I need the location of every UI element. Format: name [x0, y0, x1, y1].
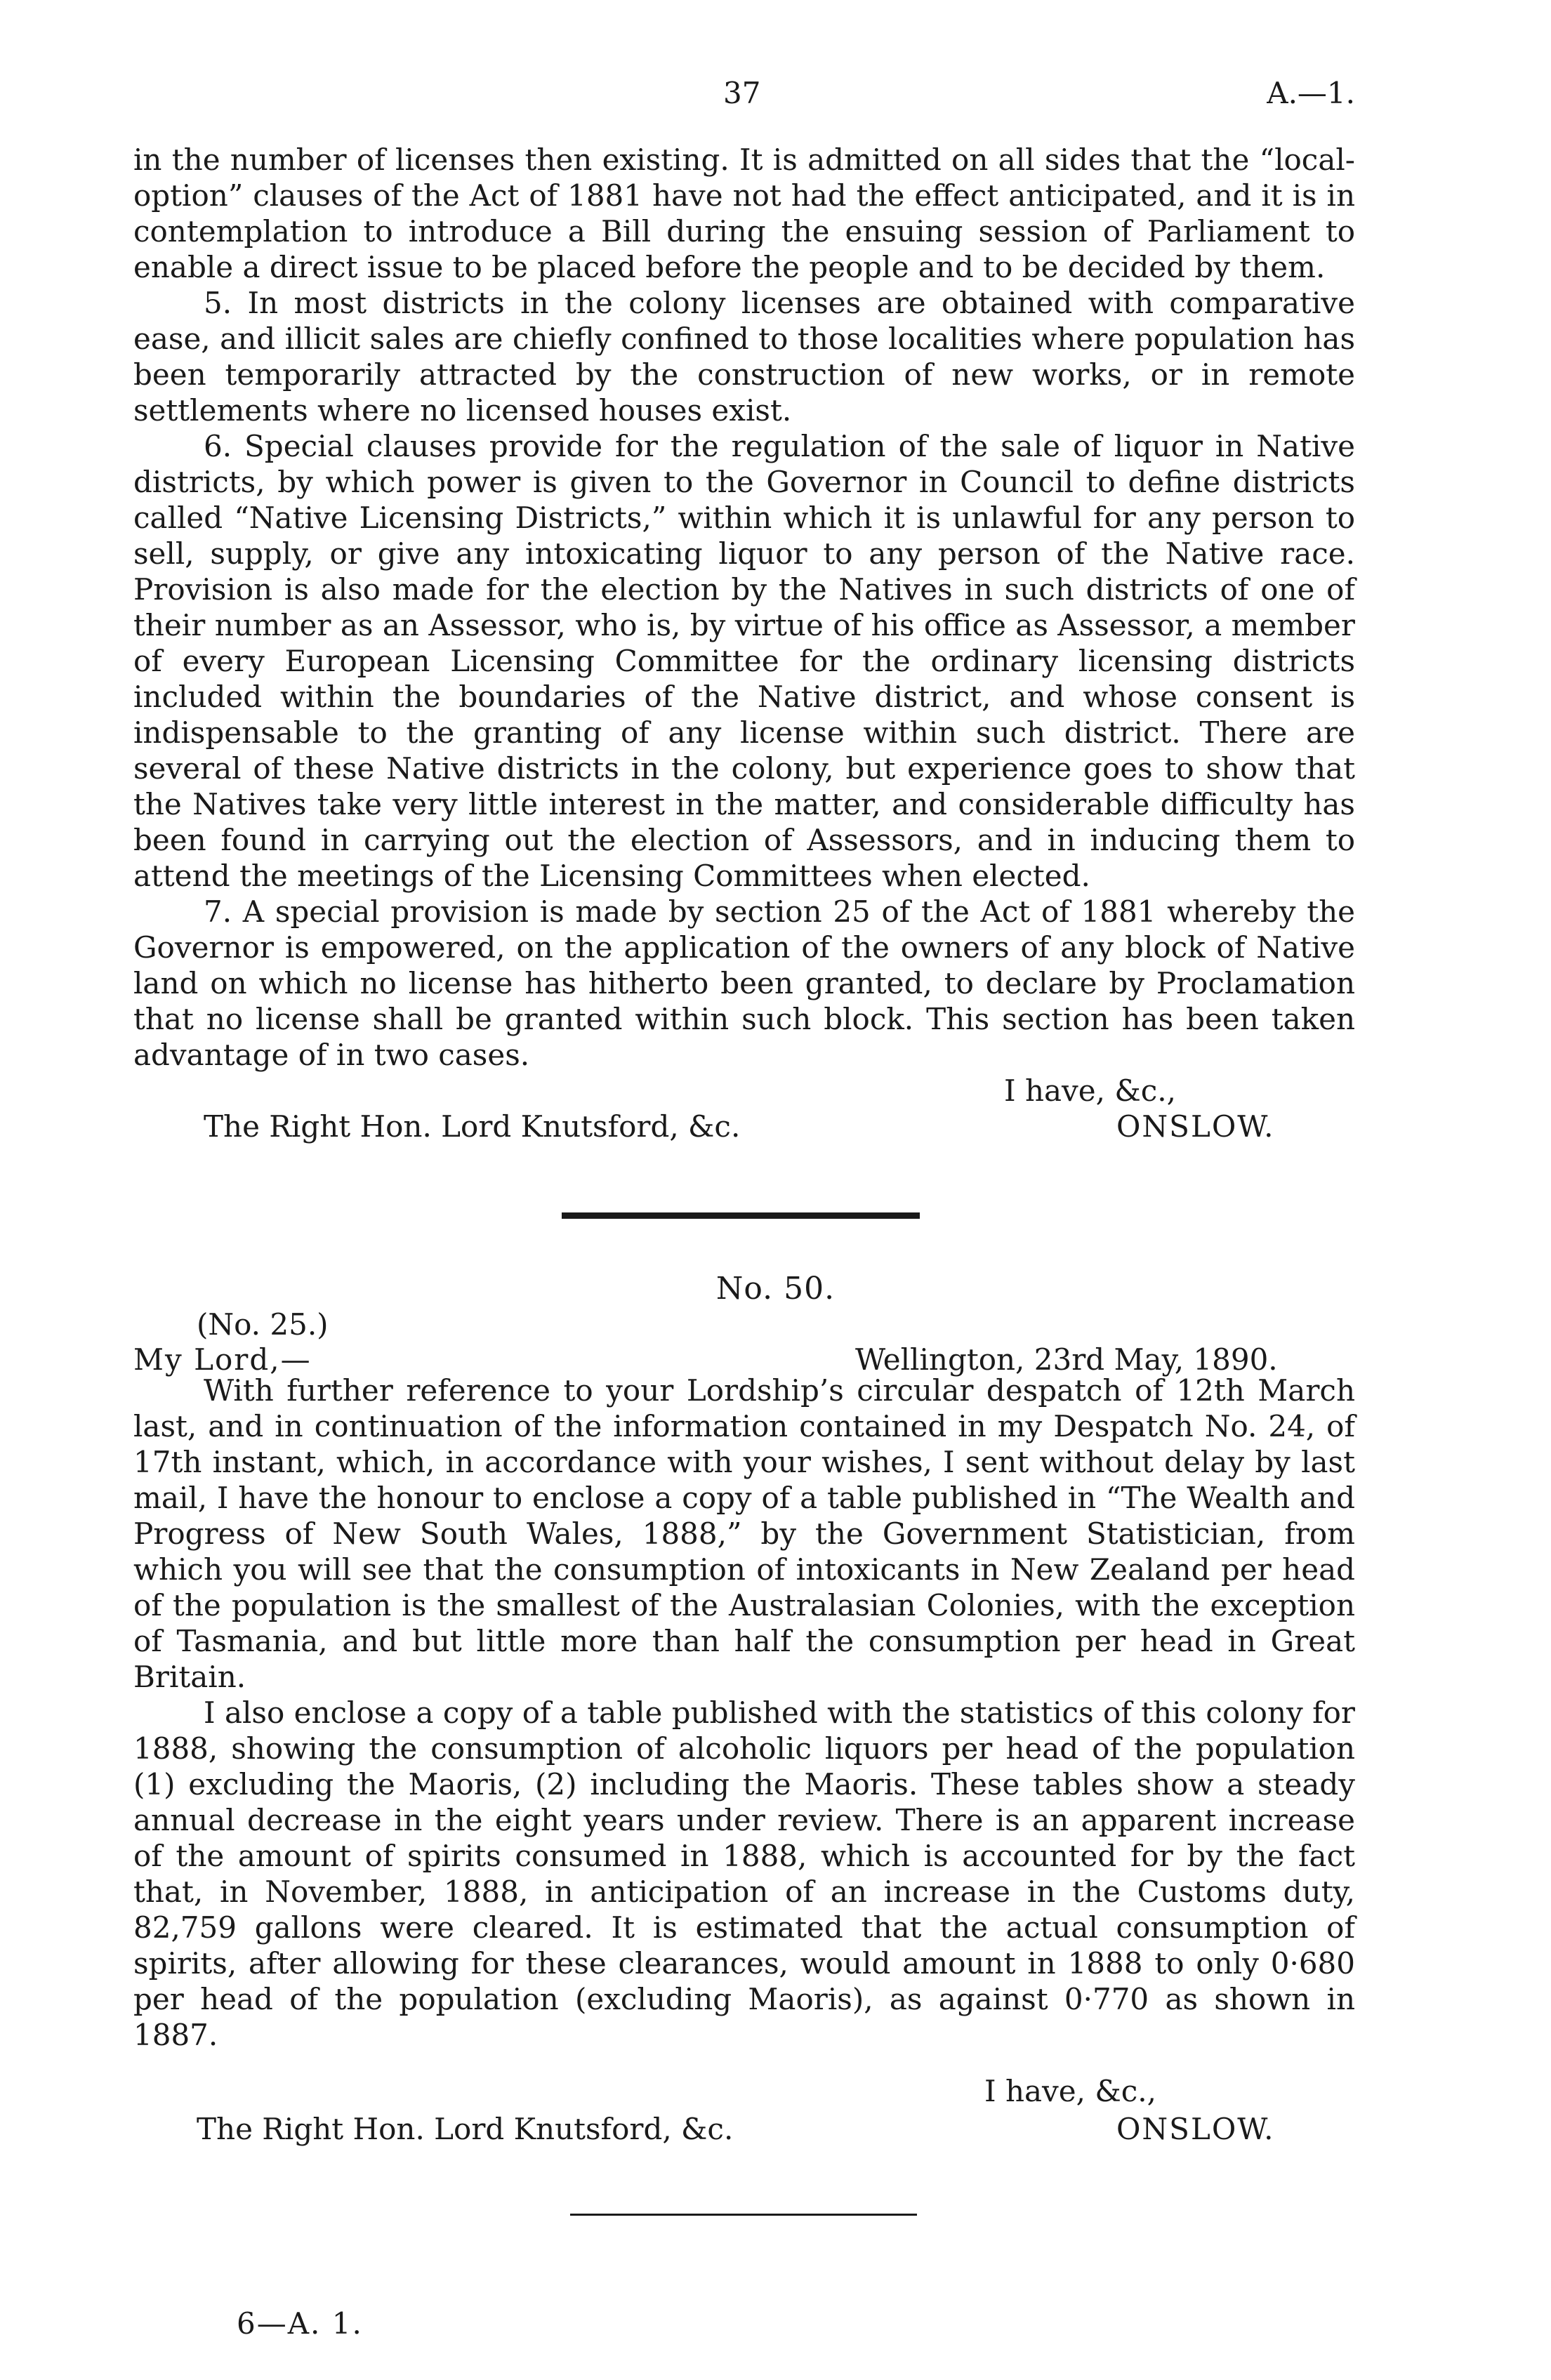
page-number: 37: [723, 76, 761, 110]
paper-reference: A.—1.: [1267, 76, 1355, 110]
paragraph-7: 7. A special provision is made by section 25 of the Act of 1881 whereby the Governor is empowered, on the application of the owners of any block of Native land on which no license has hitherto been granted, to declare by Proclamation that no license shall be granted within such block. This section has been taken advantage of in two cases.: [133, 894, 1355, 1072]
paragraph-1: With further reference to your Lordship’s circular despatch of 12th March last, and in continuation of the information contained in my Despatch No. 24, of 17th instant, which, in accordance with your wishes, I sent without delay by last mail, I have the honour to enclose a copy of a table published in “The Wealth and Progress of New South Wales, 1888,” by the Government Statistician, from which you will see that the consumption of intoxicants in New Zealand per head of the population is the smallest of the Australasian Colonies, with the exception of Tasmania, and but little more than half the consumption per head in Great Britain.: [133, 1373, 1355, 1694]
signature: ONSLOW.: [1116, 1109, 1275, 1144]
despatch-title: No. 50.: [715, 1271, 836, 1307]
despatch-number: (No. 25.): [197, 1307, 329, 1342]
paragraph-continued: in the number of licenses then existing. It is admitted on all sides that the “local-option” clauses of the Act of 1881 have not had the effect anticipated, and it is in contemplation to introduce a Bill during the ensuing session of Parliament to enable a direct issue to be placed before the people and to be decided by them.: [133, 143, 1355, 284]
section-divider: [562, 1212, 920, 1219]
paragraph-6: 6. Special clauses provide for the regulation of the sale of liquor in Native districts, by which power is given to the Governor in Council to define districts called “Native Licensing Districts,” within which it is unlawful for any person to sell, supply, or give any intoxicating liquor to any person of the Native race. Provision is also made for the election by the Natives in such districts of one of their number as an Assessor, who is, by virtue of his office as Assessor, a member of every European Licensing Committee for the ordinary licensing districts included within the boundaries of the Native district, and whose consent is indispensable to the granting of any license within such district. There are several of these Native districts in the colony, but experience goes to show that the Natives take very little interest in the matter, and considerable difficulty has been found in carrying out the election of Assessors, and in inducing them to attend the meetings of the Licensing Committees when elected.: [133, 429, 1355, 893]
closing-formula: I have, &c.,: [1004, 1073, 1176, 1108]
place-date: Wellington, 23rd May, 1890.: [855, 1342, 1278, 1377]
salutation: My Lord,—: [133, 1342, 312, 1377]
signature-50: ONSLOW.: [1116, 2112, 1275, 2146]
end-divider: [570, 2214, 917, 2216]
closing-row: [133, 1073, 1355, 1109]
paragraph-5: 5. In most districts in the colony licenses are obtained with comparative ease, and illicit sales are chiefly confined to those localities where population has been temporarily attracted by the construction of new works, or in remote settlements where no licensed houses exist.: [133, 286, 1355, 428]
despatch-50-body: [133, 1373, 1355, 2053]
page-header: [133, 76, 1355, 125]
closing-formula-50: I have, &c.,: [984, 2074, 1156, 2108]
paragraph-2: I also enclose a copy of a table published with the statistics of this colony for 1888, showing the consumption of alcoholic liquors per head of the population (1) excluding the Maoris, (2) including the Maoris. These tables show a steady annual decrease in the eight years under review. There is an apparent increase of the amount of spirits consumed in 1888, which is accounted for by the fact that, in November, 1888, in anticipation of an increase in the Customs duty, 82,759 gallons were cleared. It is estimated that the actual consumption of spirits, after allowing for these clearances, would amount in 1888 to only 0·680 per head of the population (excluding Maoris), as against 0·770 as shown in 1887.: [133, 1695, 1355, 2052]
despatch-49-continued: [133, 142, 1355, 1144]
signature-mark: 6—A. 1.: [237, 2306, 363, 2341]
addressee: The Right Hon. Lord Knutsford, &c.: [204, 1109, 741, 1144]
signature-row: [133, 1109, 1355, 1144]
addressee-50: The Right Hon. Lord Knutsford, &c.: [197, 2112, 734, 2146]
